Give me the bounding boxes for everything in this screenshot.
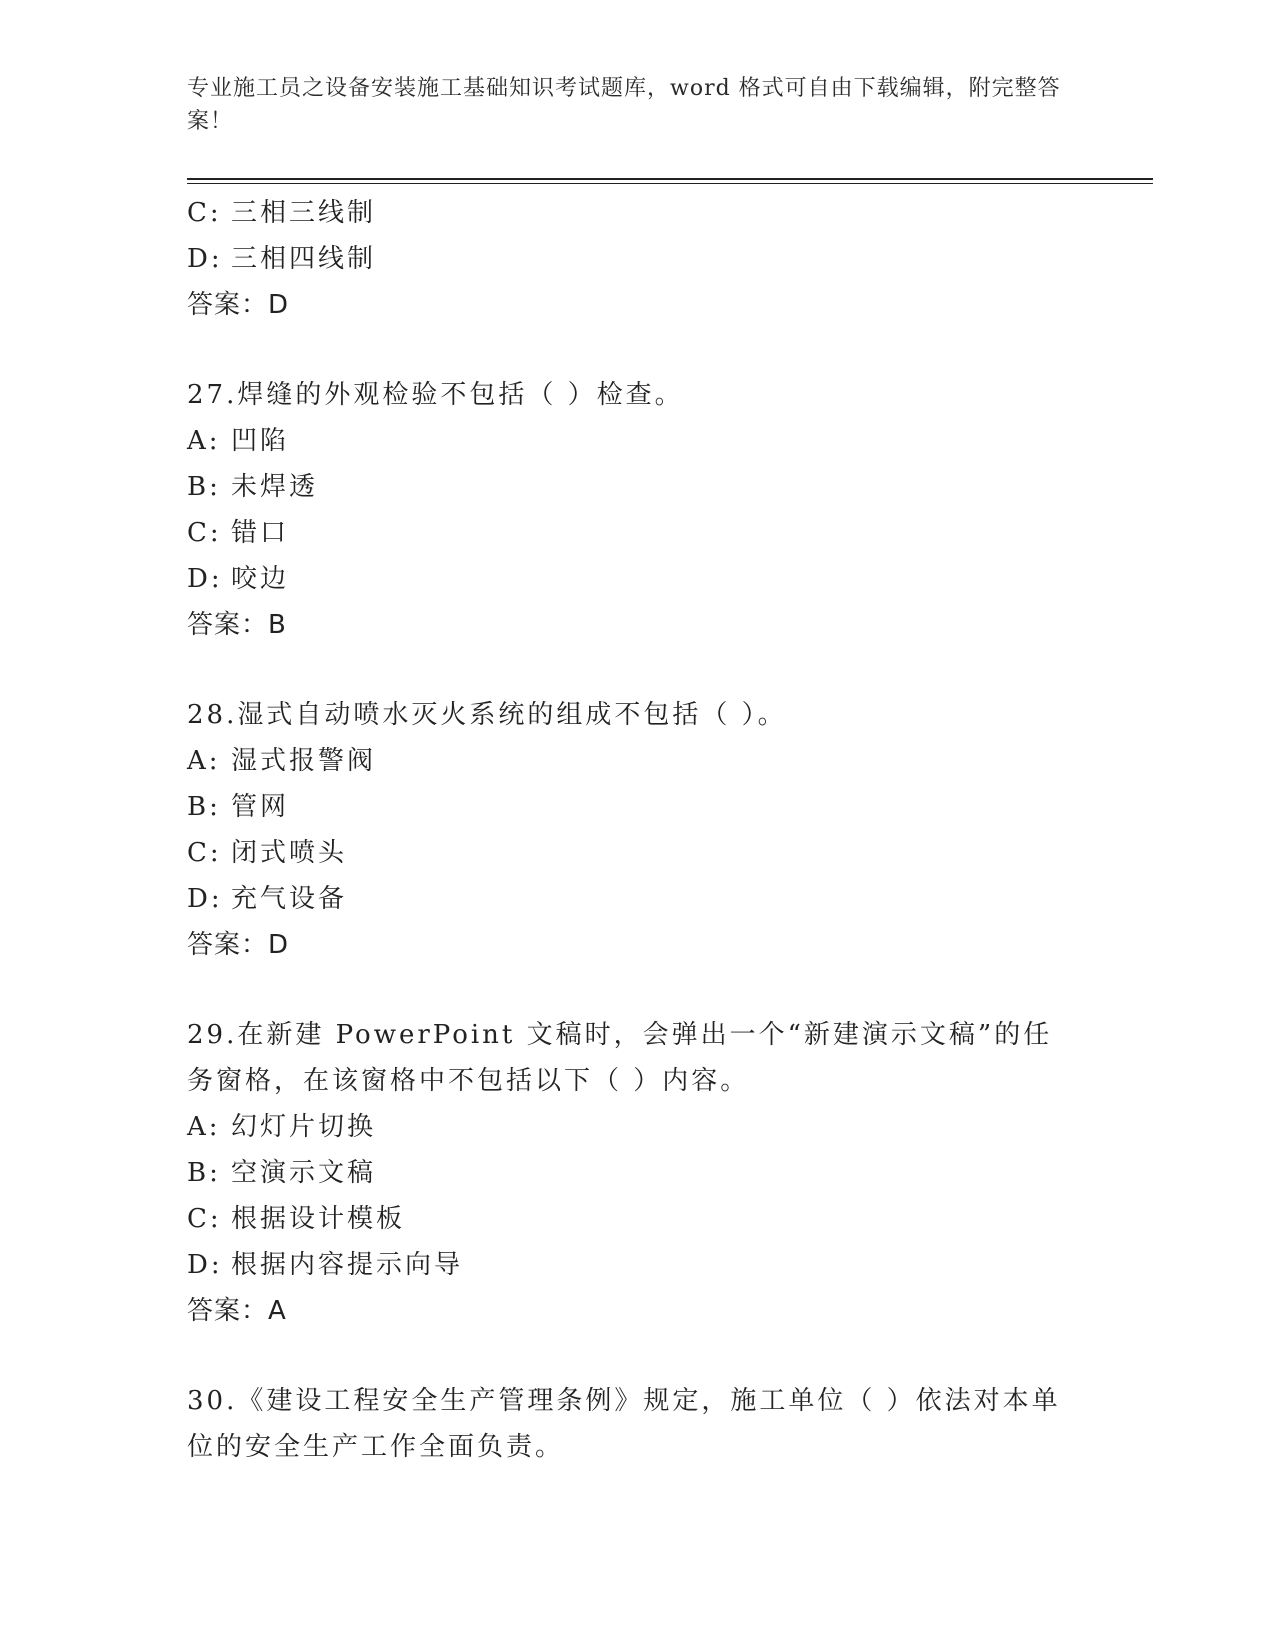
spacer [187, 1334, 1087, 1378]
answer: 答案：A [187, 1296, 287, 1326]
header-rule-bottom [187, 183, 1153, 184]
spacer [187, 968, 1087, 1012]
spacer [187, 648, 1087, 692]
option-a: A: 幻灯片切换 [187, 1112, 377, 1142]
option-b: B: 管网 [187, 792, 290, 822]
question-stem: 29.在新建 PowerPoint 文稿时，会弹出一个“新建演示文稿”的任务窗格，在该窗格中不包括以下（ ）内容。 [187, 1020, 1053, 1096]
continued-question [187, 190, 1087, 328]
option-a: A: 湿式报警阀 [187, 746, 377, 776]
answer: 答案：D [187, 290, 290, 320]
answer: 答案：D [187, 930, 290, 960]
question-stem: 28.湿式自动喷水灭火系统的组成不包括（ ）。 [187, 700, 787, 730]
option-b: B: 未焊透 [187, 472, 319, 502]
question-28 [187, 692, 1087, 968]
document-header: 专业施工员之设备安装施工基础知识考试题库，word 格式可自由下载编辑，附完整答案！ [187, 76, 1061, 134]
option-b: B: 空演示文稿 [187, 1158, 377, 1188]
question-29 [187, 1012, 1087, 1334]
option-d: D: 咬边 [187, 564, 290, 594]
option-a: A: 凹陷 [187, 426, 290, 456]
option-c: C: 错口 [187, 518, 290, 548]
option-d: D: 三相四线制 [187, 244, 377, 274]
question-27 [187, 372, 1087, 648]
option-c: C: 根据设计模板 [187, 1204, 406, 1234]
spacer [187, 328, 1087, 372]
question-stem: 30.《建设工程安全生产管理条例》规定，施工单位（ ）依法对本单位的安全生产工作全面负责。 [187, 1386, 1061, 1462]
question-stem: 27.焊缝的外观检验不包括（ ）检查。 [187, 380, 684, 410]
option-d: D: 根据内容提示向导 [187, 1250, 464, 1280]
question-30 [187, 1378, 1087, 1470]
document-content [187, 190, 1087, 1470]
option-d: D: 充气设备 [187, 884, 348, 914]
option-c: C: 闭式喷头 [187, 838, 348, 868]
header-rule-top [187, 178, 1153, 180]
answer: 答案：B [187, 610, 287, 640]
option-c: C: 三相三线制 [187, 198, 377, 228]
